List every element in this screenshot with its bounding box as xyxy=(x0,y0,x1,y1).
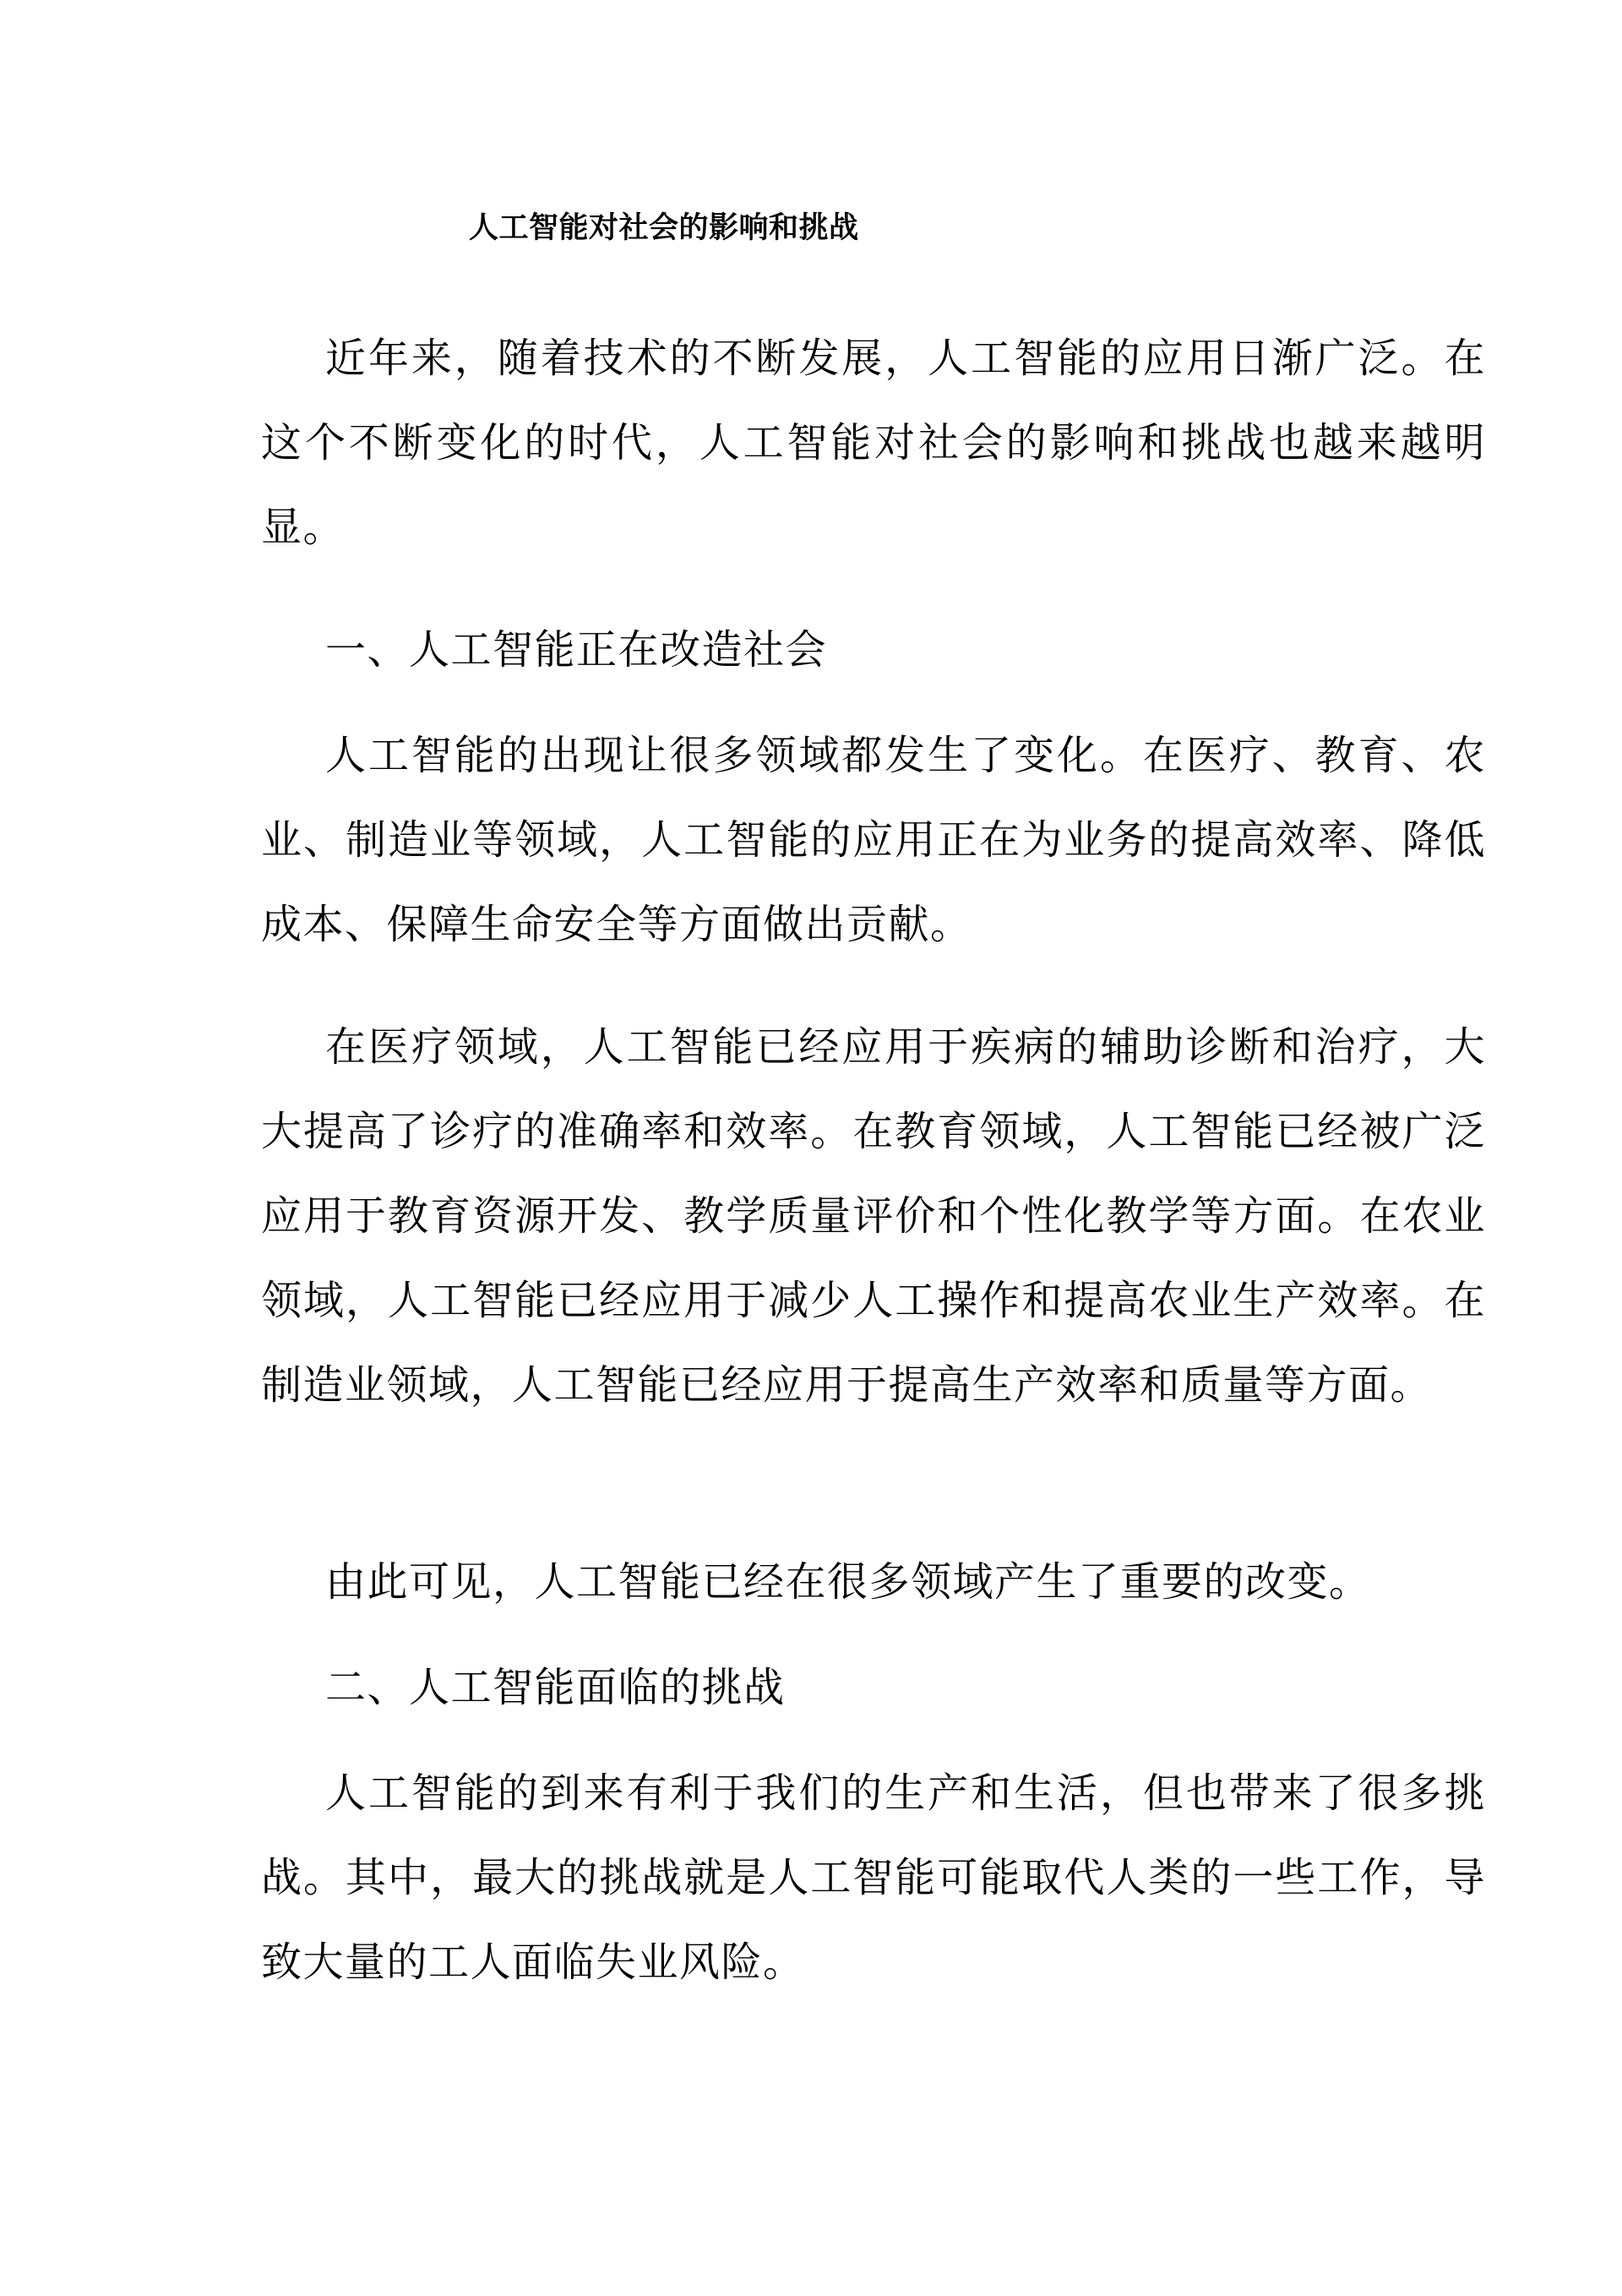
paragraph-challenges: 人工智能的到来有利于我们的生产和生活，但也带来了很多挑战。其中，最大的挑战就是人工智能可能取代人类的一些工作，导致大量的工人面临失业风险。 xyxy=(261,1770,1486,1986)
paragraph-conclusion: 由此可见，人工智能已经在很多领域产生了重要的改变。 xyxy=(325,1558,1371,1606)
paragraph-intro: 近年来，随着技术的不断发展，人工智能的应用日渐广泛。在这个不断变化的时代，人工智能对社会的影响和挑战也越来越明显。 xyxy=(261,335,1486,551)
paragraph-fields: 在医疗领域，人工智能已经应用于疾病的辅助诊断和治疗，大大提高了诊疗的准确率和效率。在教育领域，人工智能已经被广泛应用于教育资源开发、教学质量评价和个性化教学等方面。在农业领域，人工智能已经应用于减少人工操作和提高农业生产效率。在制造业领域，人工智能已经应用于提高生产效率和质量等方面。 xyxy=(261,1023,1486,1409)
section-heading-2: 二、人工智能面临的挑战 xyxy=(325,1664,786,1711)
paragraph-changes: 人工智能的出现让很多领域都发生了变化。在医疗、教育、农业、制造业等领域，人工智能的应用正在为业务的提高效率、降低成本、保障生命安全等方面做出贡献。 xyxy=(261,732,1486,948)
document-title: 人工智能对社会的影响和挑战 xyxy=(469,210,859,245)
section-heading-1: 一、人工智能正在改造社会 xyxy=(325,626,828,674)
